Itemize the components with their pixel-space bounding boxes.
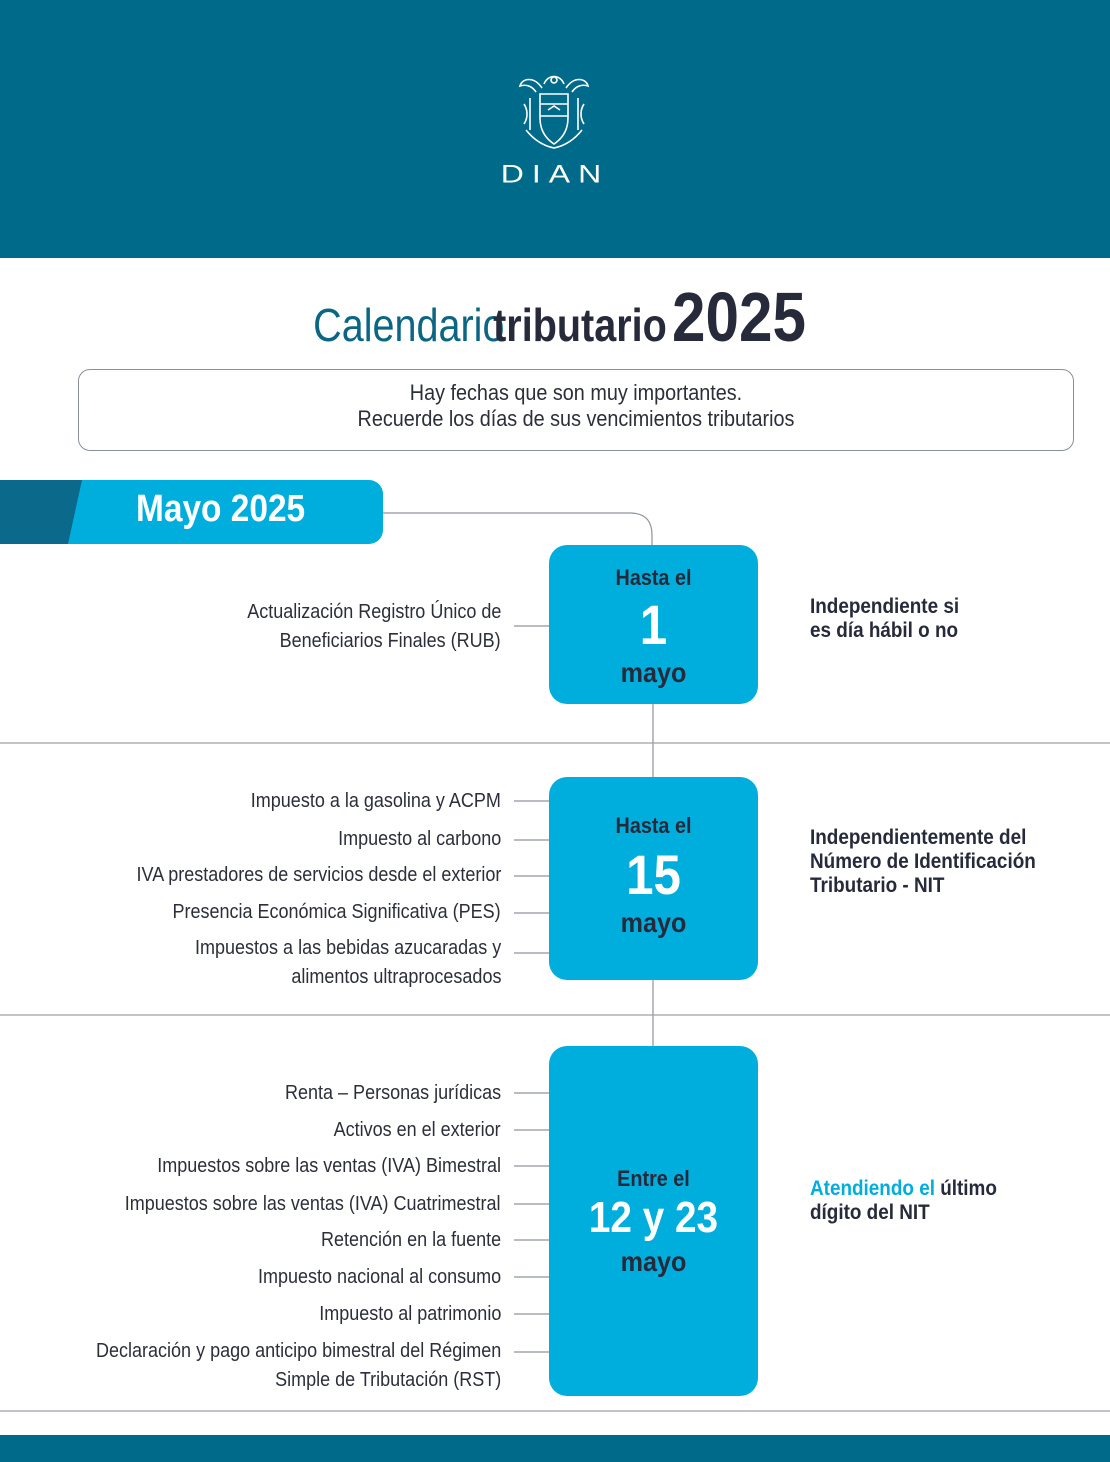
title-part2: tributario xyxy=(493,299,668,351)
title-part1: Calendario xyxy=(313,299,505,351)
month-label: Mayo 2025 xyxy=(136,488,306,530)
date-box-prefix: Hasta el xyxy=(615,813,692,838)
list-item: Simple de Tributación (RST) xyxy=(274,1369,501,1391)
subtitle-line1: Hay fechas que son muy importantes. xyxy=(409,380,743,405)
list-item: Activos en el exterior xyxy=(333,1119,501,1141)
date-box-3 xyxy=(549,1046,758,1396)
note-line: Tributario - NIT xyxy=(810,874,945,897)
list-item: Beneficiarios Finales (RUB) xyxy=(279,630,501,652)
note-line xyxy=(810,1177,997,1201)
deadline-note-3 xyxy=(810,1177,997,1225)
deadline-note-1 xyxy=(810,595,959,643)
date-box-day: 15 xyxy=(626,843,681,906)
list-item: Impuesto al patrimonio xyxy=(318,1303,501,1325)
date-box-1 xyxy=(549,545,758,704)
date-box-day: 12 y 23 xyxy=(588,1193,719,1242)
list-item: Impuestos sobre las ventas (IVA) Bimestral xyxy=(157,1155,501,1177)
date-box-2 xyxy=(549,777,758,980)
list-item: Impuesto al carbono xyxy=(337,828,501,850)
date-box-prefix: Entre el xyxy=(617,1166,690,1191)
list-item: Retención en la fuente xyxy=(320,1229,501,1251)
date-box-day: 1 xyxy=(639,593,668,656)
list-item: Impuesto nacional al consumo xyxy=(257,1266,501,1288)
note-line: Número de Identificación xyxy=(810,850,1036,873)
list-item: Actualización Registro Único de xyxy=(246,601,501,623)
list-item: Renta – Personas jurídicas xyxy=(284,1082,501,1104)
list-item: alimentos ultraprocesados xyxy=(290,966,501,988)
footer-band xyxy=(0,1435,1110,1462)
date-box-month: mayo xyxy=(620,1246,687,1277)
list-item: Declaración y pago anticipo bimestral del Régimen xyxy=(95,1340,501,1362)
subtitle-line2: Recuerde los días de sus vencimientos tributarios xyxy=(357,406,795,431)
note-line: dígito del NIT xyxy=(810,1201,930,1224)
note-accent: Atendiendo el xyxy=(810,1177,935,1200)
note-line: Independientemente del xyxy=(810,826,1027,849)
title-year: 2025 xyxy=(671,278,806,356)
list-item: Presencia Económica Significativa (PES) xyxy=(172,901,501,923)
date-box-month: mayo xyxy=(620,907,687,938)
date-box-month: mayo xyxy=(620,657,687,688)
deadline-note-2 xyxy=(810,826,1036,898)
note-line: es día hábil o no xyxy=(810,619,959,642)
note-rest: último xyxy=(940,1177,997,1200)
note-line: Independiente si xyxy=(810,595,960,618)
date-box-prefix: Hasta el xyxy=(615,565,692,590)
brand-name: DIAN xyxy=(500,160,610,189)
list-item: IVA prestadores de servicios desde el exterior xyxy=(136,864,501,886)
list-item: Impuesto a la gasolina y ACPM xyxy=(250,790,501,812)
list-item: Impuestos sobre las ventas (IVA) Cuatrimestral xyxy=(125,1193,501,1215)
list-item: Impuestos a las bebidas azucaradas y xyxy=(194,937,501,959)
